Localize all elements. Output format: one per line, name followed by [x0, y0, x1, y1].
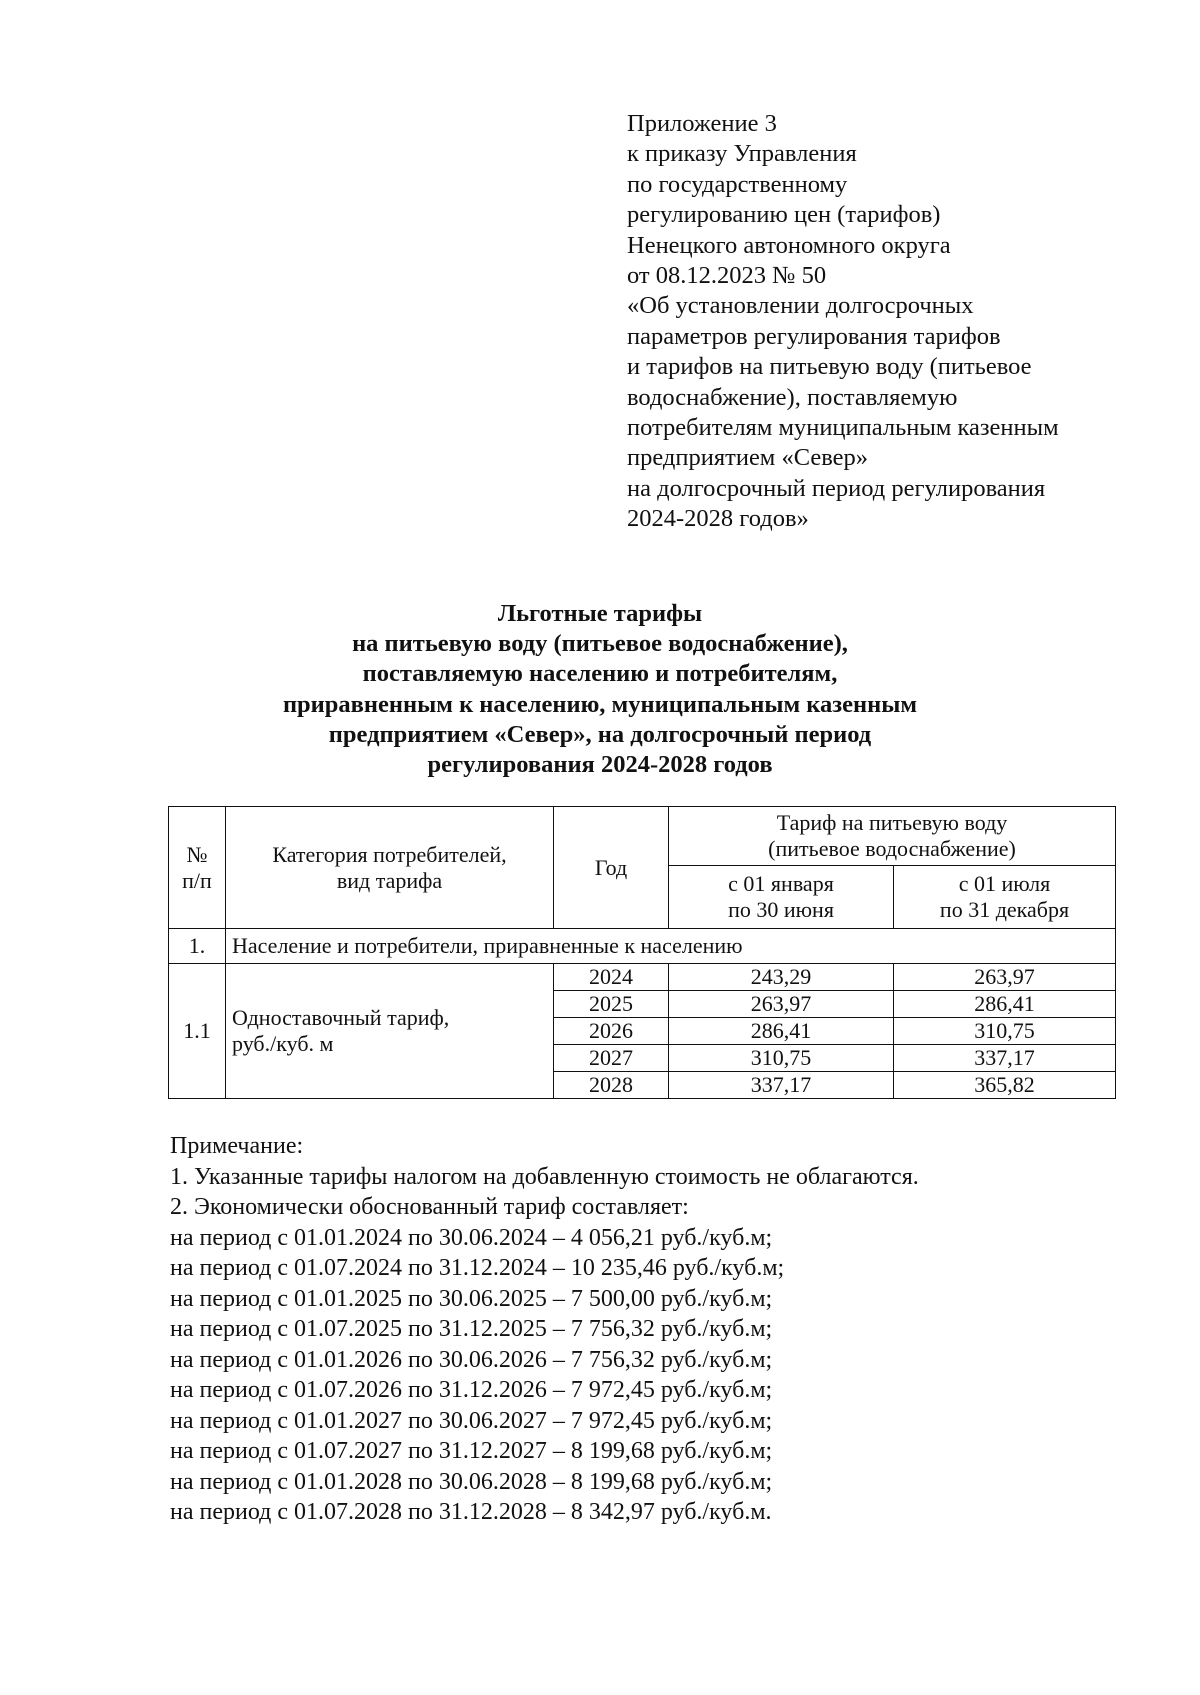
annex-line: Ненецкого автономного округа [627, 231, 951, 259]
header-number-line: № [186, 841, 208, 867]
notes-block [170, 1131, 1170, 1528]
annex-line: 2024-2028 годов» [627, 505, 809, 533]
header-year: Год [554, 807, 669, 929]
header-number-line: п/п [182, 867, 212, 893]
header-tariff-line: Тариф на питьевую воду [776, 810, 1008, 835]
annex-line: водоснабжение), поставляемую [627, 383, 958, 411]
tariff-table [168, 806, 1116, 1099]
tariff-h1-cell: 243,29 [669, 964, 894, 991]
title-line: регулирования 2024-2028 годов [427, 751, 773, 779]
annex-line: Приложение 3 [627, 110, 777, 137]
header-category-line: Категория потребителей, [272, 841, 507, 867]
table-row [169, 964, 1116, 991]
note-line: на период с 01.07.2024 по 31.12.2024 – 10 235,46 руб./куб.м; [170, 1255, 785, 1281]
header-tariff-line: (питьевое водоснабжение) [768, 836, 1016, 861]
item-number: 1.1 [169, 964, 226, 1099]
title-line: предприятием «Север», на долгосрочный период [328, 720, 872, 748]
tariff-h1-cell: 310,75 [669, 1045, 894, 1072]
note-line: на период с 01.07.2026 по 31.12.2026 – 7 972,45 руб./куб.м; [170, 1377, 773, 1403]
annex-line: «Об установлении долгосрочных [627, 292, 974, 320]
note-line: 2. Экономически обоснованный тариф составляет: [170, 1194, 689, 1220]
note-line: на период с 01.01.2024 по 30.06.2024 – 4 056,21 руб./куб.м; [170, 1224, 773, 1251]
item-label-line: Одноставочный тариф, [232, 1005, 450, 1030]
notes-heading: Примечание: [170, 1133, 304, 1159]
year-cell: 2027 [554, 1045, 669, 1072]
header-tariff-group [669, 807, 1116, 866]
tariff-h2-cell: 286,41 [894, 991, 1116, 1018]
title-line: приравненным к населению, муниципальным казенным [282, 690, 918, 718]
header-period-2 [894, 866, 1116, 929]
table-header-row [169, 807, 1116, 866]
note-line: на период с 01.01.2026 по 30.06.2026 – 7 756,32 руб./куб.м; [170, 1346, 773, 1373]
tariff-h2-cell: 365,82 [894, 1072, 1116, 1099]
title-line: на питьевую воду (питьевое водоснабжение), [352, 630, 848, 658]
year-cell: 2028 [554, 1072, 669, 1099]
tariff-h1-cell: 286,41 [669, 1018, 894, 1045]
annex-line: по государственному [627, 170, 848, 198]
annex-line: регулированию цен (тарифов) [627, 201, 941, 229]
header-period-line: по 30 июня [728, 897, 834, 922]
annex-line: и тарифов на питьевую воду (питьевое [627, 353, 1032, 381]
section-number: 1. [169, 929, 226, 964]
tariff-h1-cell: 263,97 [669, 991, 894, 1018]
tariff-h2-cell: 337,17 [894, 1045, 1116, 1072]
year-cell: 2025 [554, 991, 669, 1018]
item-label [226, 964, 554, 1099]
note-line: на период с 01.07.2028 по 31.12.2028 – 8 342,97 руб./куб.м. [170, 1499, 772, 1525]
tariff-h2-cell: 310,75 [894, 1018, 1116, 1045]
note-line: на период с 01.01.2027 по 30.06.2027 – 7 972,45 руб./куб.м; [170, 1407, 773, 1434]
annex-reference-block [627, 109, 1147, 535]
annex-line: от 08.12.2023 № 50 [627, 262, 827, 290]
annex-line: параметров регулирования тарифов [627, 322, 1001, 350]
section-label: Население и потребители, приравненные к населению [226, 929, 1116, 964]
annex-line: к приказу Управления [627, 140, 857, 168]
annex-line: потребителям муниципальным казенным [627, 414, 1059, 442]
title-line: поставляемую населению и потребителям, [362, 660, 838, 688]
header-period-line: по 31 декабря [939, 897, 1070, 922]
year-cell: 2024 [554, 964, 669, 991]
note-line: на период с 01.07.2027 по 31.12.2027 – 8 199,68 руб./куб.м; [170, 1438, 773, 1464]
item-label-line: руб./куб. м [232, 1031, 334, 1056]
note-line: на период с 01.01.2028 по 30.06.2028 – 8 199,68 руб./куб.м; [170, 1468, 773, 1495]
header-category-line: вид тарифа [336, 867, 443, 893]
table-section-row [169, 929, 1116, 964]
header-number [169, 807, 226, 929]
note-line: на период с 01.07.2025 по 31.12.2025 – 7 756,32 руб./куб.м; [170, 1316, 773, 1342]
tariff-h2-cell: 263,97 [894, 964, 1116, 991]
header-period-line: с 01 июля [958, 871, 1051, 896]
document-title [150, 599, 1050, 780]
note-line: 1. Указанные тарифы налогом на добавленную стоимость не облагаются. [170, 1163, 919, 1190]
title-line: Льготные тарифы [497, 600, 703, 627]
note-line: на период с 01.01.2025 по 30.06.2025 – 7 500,00 руб./куб.м; [170, 1285, 773, 1312]
annex-line: на долгосрочный период регулирования [627, 474, 1046, 502]
annex-line: предприятием «Север» [627, 444, 869, 472]
header-category [226, 807, 554, 929]
tariff-h1-cell: 337,17 [669, 1072, 894, 1099]
header-period-line: с 01 января [728, 871, 834, 896]
header-period-1 [669, 866, 894, 929]
year-cell: 2026 [554, 1018, 669, 1045]
